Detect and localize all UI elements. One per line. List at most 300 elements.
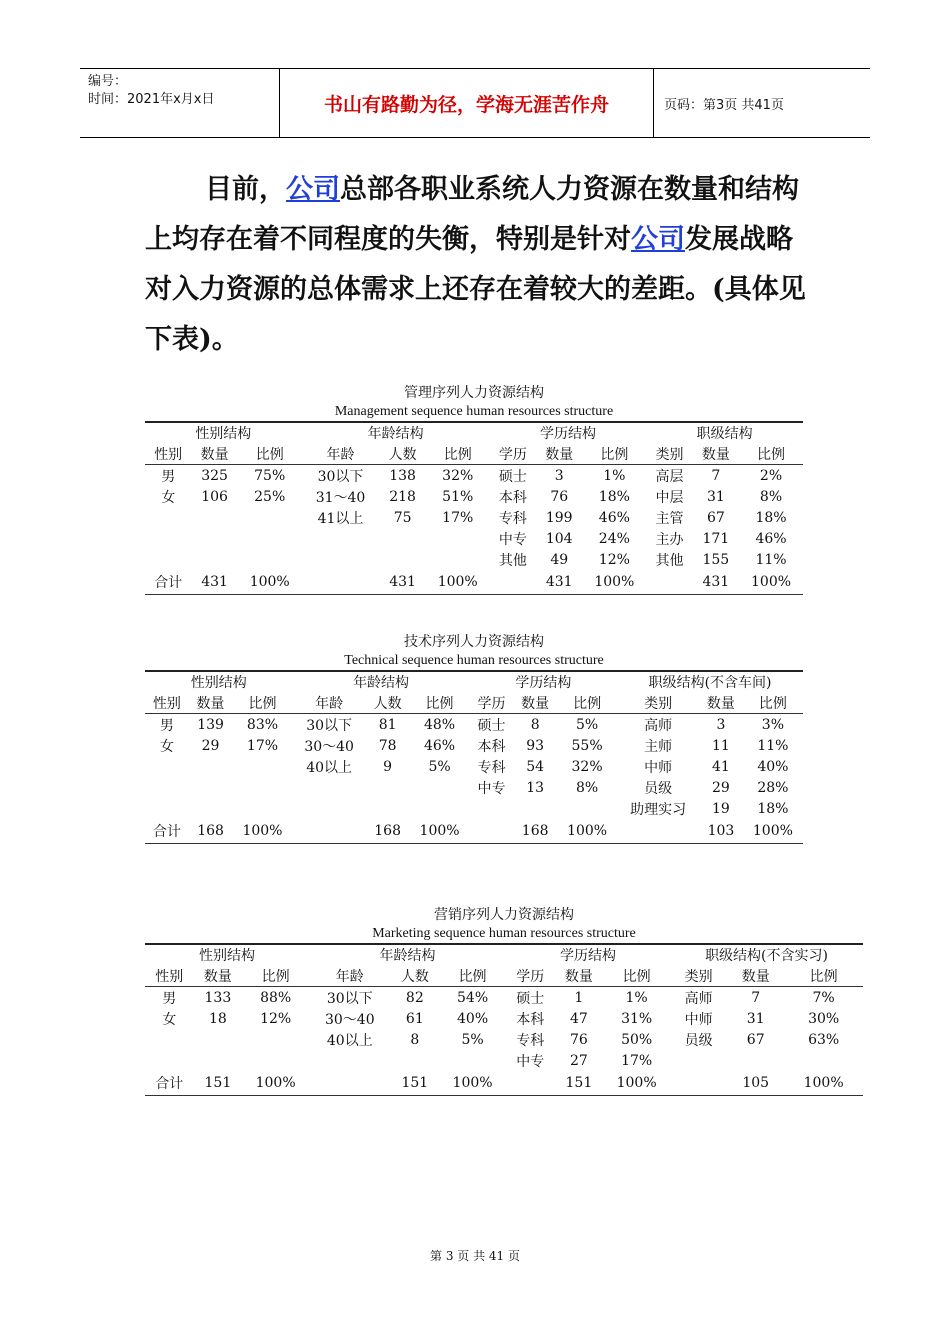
column-header: 性别 <box>145 443 191 465</box>
column-header: 学历 <box>506 965 555 987</box>
table-row <box>145 528 803 549</box>
table-cell: 75% <box>254 467 286 484</box>
column-header: 人数 <box>366 692 410 714</box>
table-cell: 中专 <box>477 780 506 797</box>
table-cell: 中师 <box>644 759 673 776</box>
total-cell: 合计 <box>154 575 183 591</box>
table-cell: 5% <box>575 716 599 733</box>
total-cell: 100% <box>452 1075 493 1091</box>
company-link-2[interactable]: 公司 <box>631 224 685 255</box>
table-cell <box>145 1050 194 1071</box>
table-cell <box>189 798 233 819</box>
table-subtitle: Management sequence human resources structure <box>334 404 614 419</box>
table-cell: 11% <box>755 551 787 568</box>
table-row <box>145 465 803 487</box>
table-cell <box>727 1050 784 1071</box>
table-cell: 3 <box>716 716 726 733</box>
total-cell: 105 <box>742 1075 770 1091</box>
table-cell: 8 <box>410 1031 420 1048</box>
total-cell: 431 <box>545 574 573 590</box>
group-header: 年龄结构 <box>379 948 436 964</box>
column-header: 数量 <box>191 443 237 465</box>
group-header: 学历结构 <box>515 675 572 691</box>
table-cell <box>409 777 469 798</box>
table-bottom-rule <box>145 594 803 595</box>
total-cell: 100% <box>255 1075 296 1091</box>
table-cell <box>145 528 191 549</box>
table-cell: 其他 <box>655 552 684 569</box>
table-cell: 3 <box>554 467 564 484</box>
table-cell: 31～40 <box>315 489 366 506</box>
total-cell: 151 <box>565 1075 593 1091</box>
table-cell: 106 <box>201 488 228 505</box>
total-cell: 151 <box>204 1075 232 1091</box>
table-cell <box>238 507 302 528</box>
table-cell: 男 <box>161 468 176 485</box>
total-cell: 100% <box>419 823 460 839</box>
column-header-row <box>145 443 803 465</box>
column-header: 类别 <box>646 443 692 465</box>
table-cell <box>784 1050 863 1071</box>
table-cell: 硕士 <box>477 717 506 734</box>
table-cell: 50% <box>621 1031 653 1048</box>
table-cell: 中师 <box>684 1011 713 1028</box>
total-cell: 100% <box>751 574 792 590</box>
total-cell: 100% <box>803 1075 844 1091</box>
total-cell <box>309 1071 390 1095</box>
total-cell: 168 <box>197 823 224 839</box>
table-cell: 18% <box>598 488 630 505</box>
table-cell: 主师 <box>644 738 673 755</box>
column-header-row <box>145 965 863 987</box>
table-cell: 199 <box>545 509 573 526</box>
table-cell: 75 <box>393 509 412 526</box>
table-cell: 88% <box>260 989 292 1006</box>
group-header: 学历结构 <box>560 948 617 964</box>
table-cell: 48% <box>423 716 456 733</box>
table-cell: 82 <box>405 989 424 1006</box>
table-row <box>145 756 803 777</box>
table-cell: 47 <box>569 1010 588 1027</box>
column-header: 年龄 <box>293 692 366 714</box>
table-cell: 5% <box>461 1031 484 1048</box>
table-cell: 11 <box>712 737 730 754</box>
table-row <box>145 549 803 570</box>
table-cell: 93 <box>526 737 545 754</box>
table-cell <box>232 756 292 777</box>
column-header: 学历 <box>490 443 536 465</box>
group-header: 职级结构(不含车间) <box>648 675 772 691</box>
table-cell <box>439 1050 506 1071</box>
table-cell: 本科 <box>477 738 506 755</box>
column-header: 比例 <box>426 443 490 465</box>
table-cell <box>391 1050 440 1071</box>
total-cell <box>617 819 699 843</box>
group-header: 性别结构 <box>199 948 256 964</box>
group-header: 年龄结构 <box>367 426 424 442</box>
column-header: 人数 <box>379 443 425 465</box>
table-cell: 67 <box>706 509 725 526</box>
table-cell: 17% <box>442 509 474 526</box>
total-row <box>145 570 803 594</box>
table-row <box>145 486 803 507</box>
table-cell: 40% <box>457 1010 489 1027</box>
table-cell: 40以上 <box>306 759 353 776</box>
table-cell: 29 <box>712 779 730 796</box>
table-cell <box>379 528 425 549</box>
table-cell: 325 <box>201 467 228 484</box>
table-cell: 8% <box>575 779 599 796</box>
table-cell: 其他 <box>498 552 527 569</box>
table-cell: 2% <box>759 467 783 484</box>
table-cell <box>409 798 469 819</box>
table-cell <box>366 798 410 819</box>
data-grid <box>145 423 803 594</box>
table-cell <box>145 1029 194 1050</box>
column-header: 性别 <box>145 965 194 987</box>
management-table <box>145 383 803 595</box>
table-cell: 硕士 <box>516 990 545 1007</box>
data-grid <box>145 945 863 1095</box>
table-cell: 3% <box>761 716 784 733</box>
column-header: 比例 <box>582 443 646 465</box>
table-cell: 61 <box>405 1010 424 1027</box>
table-cell: 7% <box>812 989 835 1006</box>
table-cell: 133 <box>204 989 232 1006</box>
total-cell: 100% <box>437 574 478 590</box>
column-header: 比例 <box>409 692 469 714</box>
table-cell: 104 <box>545 530 573 547</box>
table-cell: 81 <box>378 716 397 733</box>
total-cell: 100% <box>567 823 608 839</box>
table-cell: 18% <box>757 800 789 817</box>
table-cell <box>191 507 237 528</box>
table-cell: 32% <box>571 758 603 775</box>
table-cell <box>309 1050 390 1071</box>
table-cell: 女 <box>162 1011 177 1028</box>
table-cell <box>426 528 490 549</box>
table-cell: 5% <box>428 758 451 775</box>
column-header: 学历 <box>470 692 514 714</box>
column-header-row <box>145 692 803 714</box>
table-bottom-rule <box>145 1095 863 1096</box>
table-cell <box>557 798 617 819</box>
table-cell: 1 <box>574 989 584 1006</box>
table-cell: 专科 <box>516 1032 545 1049</box>
table-cell <box>293 798 366 819</box>
table-bottom-rule <box>145 843 803 844</box>
table-cell: 138 <box>389 467 416 484</box>
time-label: 时间：2021年x月x日 <box>88 92 215 107</box>
table-cell: 49 <box>550 551 569 568</box>
column-header: 类别 <box>670 965 727 987</box>
table-row <box>145 735 803 756</box>
table-cell: 27 <box>569 1052 588 1069</box>
total-cell: 合计 <box>152 824 181 840</box>
total-cell: 168 <box>521 823 549 839</box>
group-header-row <box>145 672 803 692</box>
intro-paragraph <box>145 165 815 365</box>
table-cell: 46% <box>598 509 630 526</box>
table-row <box>145 507 803 528</box>
para-text-1: 目前， <box>205 174 286 205</box>
table-cell: 8% <box>759 488 783 505</box>
table-cell: 24% <box>598 530 630 547</box>
table-cell: 男 <box>162 990 177 1007</box>
table-cell: 8 <box>530 716 540 733</box>
page-header <box>80 68 870 138</box>
table-cell: 76 <box>569 1031 588 1048</box>
table-cell: 30% <box>808 1010 840 1027</box>
column-header: 比例 <box>439 965 506 987</box>
table-cell <box>145 507 191 528</box>
group-header: 性别结构 <box>195 426 252 442</box>
table-cell: 1% <box>625 989 648 1006</box>
technical-table <box>145 632 803 844</box>
total-cell: 168 <box>374 823 401 839</box>
table-cell: 40以上 <box>326 1032 373 1049</box>
table-cell <box>194 1050 243 1071</box>
table-cell <box>232 798 292 819</box>
table-cell: 171 <box>702 530 730 547</box>
total-cell: 431 <box>702 574 730 590</box>
table-cell <box>426 549 490 570</box>
table-cell: 30以下 <box>326 990 373 1007</box>
para-text-2: 总部各职业系统人力资源在数量和结构上均存在着不同程度的失衡，特别是针对 <box>145 174 799 255</box>
table-cell: 员级 <box>644 780 673 797</box>
header-motto: 书山有路勤为径，学海无涯苦作舟 <box>280 69 654 137</box>
table-title: 管理序列人力资源结构 <box>404 385 544 401</box>
table-cell: 30以下 <box>317 468 364 485</box>
table-cell: 31 <box>706 488 725 505</box>
column-header: 数量 <box>189 692 233 714</box>
table-cell <box>145 798 189 819</box>
table-cell: 高师 <box>684 990 713 1007</box>
table-cell: 7 <box>751 989 761 1006</box>
para-text-3: 发展战略对入力资源的总体需求上还存在着较大的差距。(具体见下表)。 <box>145 224 806 355</box>
total-cell: 431 <box>389 574 416 590</box>
table-cell: 67 <box>746 1031 765 1048</box>
table-cell <box>189 756 233 777</box>
table-cell: 13 <box>526 779 545 796</box>
table-cell: 76 <box>550 488 569 505</box>
column-header: 人数 <box>391 965 440 987</box>
table-cell: 18% <box>755 509 787 526</box>
table-cell: 51% <box>442 488 474 505</box>
table-cell: 46% <box>755 530 787 547</box>
column-header: 数量 <box>693 443 739 465</box>
total-cell <box>470 819 514 843</box>
table-cell <box>145 777 189 798</box>
table-cell: 41以上 <box>317 510 364 527</box>
table-cell <box>145 756 189 777</box>
header-page-info: 页码：第3页 共41页 <box>664 97 784 113</box>
column-header: 数量 <box>194 965 243 987</box>
table-cell <box>302 528 380 549</box>
table-cell: 1% <box>603 467 626 484</box>
total-cell: 100% <box>752 823 793 839</box>
total-row <box>145 819 803 843</box>
table-cell: 30～40 <box>324 1011 375 1028</box>
group-header: 性别结构 <box>190 675 247 691</box>
table-row <box>145 714 803 736</box>
column-header: 数量 <box>513 692 557 714</box>
table-cell: 17% <box>621 1052 653 1069</box>
total-cell <box>646 570 692 594</box>
table-cell: 12% <box>260 1010 292 1027</box>
page-footer: 第 3 页 共 41 页 <box>430 1249 520 1263</box>
table-cell: 专科 <box>498 510 527 527</box>
column-header: 类别 <box>617 692 699 714</box>
table-cell <box>470 798 514 819</box>
table-cell <box>242 1050 309 1071</box>
group-header-row <box>145 945 863 965</box>
table-cell: 78 <box>378 737 397 754</box>
column-header: 数量 <box>727 965 784 987</box>
group-header: 年龄结构 <box>353 675 410 691</box>
column-header: 比例 <box>743 692 803 714</box>
total-cell: 100% <box>242 823 283 839</box>
table-cell: 女 <box>159 738 174 755</box>
column-header: 年龄 <box>309 965 390 987</box>
table-cell: 30～40 <box>304 738 354 755</box>
column-header: 比例 <box>242 965 309 987</box>
table-cell: 32% <box>442 467 474 484</box>
table-cell: 29 <box>201 737 220 754</box>
table-row <box>145 1008 863 1029</box>
column-header: 数量 <box>699 692 743 714</box>
table-cell: 40% <box>757 758 789 775</box>
column-header: 数量 <box>536 443 582 465</box>
column-header: 比例 <box>238 443 302 465</box>
total-cell <box>506 1071 555 1095</box>
table-cell: 55% <box>571 737 603 754</box>
table-cell: 高层 <box>655 468 684 485</box>
table-cell: 主管 <box>655 510 684 527</box>
group-header: 学历结构 <box>539 426 596 442</box>
column-header: 数量 <box>555 965 604 987</box>
column-header: 性别 <box>145 692 189 714</box>
table-cell: 46% <box>423 737 456 754</box>
table-cell <box>189 777 233 798</box>
total-cell: 103 <box>707 823 735 839</box>
table-cell: 中层 <box>655 489 684 506</box>
table-cell: 女 <box>161 489 176 506</box>
table-cell: 63% <box>808 1031 840 1048</box>
group-header-row <box>145 423 803 443</box>
table-cell <box>379 549 425 570</box>
column-header: 比例 <box>739 443 803 465</box>
table-row <box>145 1050 863 1071</box>
table-row <box>145 777 803 798</box>
total-row <box>145 1071 863 1095</box>
table-subtitle: Technical sequence human resources structure <box>344 653 604 668</box>
data-grid <box>145 672 803 843</box>
table-cell <box>293 777 366 798</box>
total-cell: 100% <box>594 574 635 590</box>
column-header: 比例 <box>603 965 670 987</box>
table-cell: 中专 <box>498 531 527 548</box>
header-meta <box>80 69 280 137</box>
table-cell: 9 <box>383 758 393 775</box>
table-cell <box>232 777 292 798</box>
table-cell: 139 <box>197 716 224 733</box>
total-cell: 431 <box>201 574 228 590</box>
company-link-1[interactable]: 公司 <box>286 174 340 205</box>
table-cell: 31 <box>746 1010 765 1027</box>
column-header: 比例 <box>784 965 863 987</box>
group-header: 职级结构(不含实习) <box>705 948 828 964</box>
table-cell <box>191 549 237 570</box>
table-cell: 54% <box>457 989 489 1006</box>
table-cell: 高师 <box>644 717 673 734</box>
table-cell <box>238 549 302 570</box>
table-cell: 12% <box>598 551 630 568</box>
table-cell: 25% <box>254 488 286 505</box>
table-cell: 硕士 <box>498 468 527 485</box>
total-cell <box>302 570 380 594</box>
table-cell: 83% <box>246 716 279 733</box>
column-header: 比例 <box>232 692 292 714</box>
table-cell: 41 <box>712 758 730 775</box>
total-cell: 合计 <box>155 1076 184 1092</box>
number-label: 编号： <box>88 74 128 89</box>
table-cell <box>513 798 557 819</box>
column-header: 比例 <box>557 692 617 714</box>
group-header: 职级结构 <box>696 426 753 442</box>
table-row <box>145 798 803 819</box>
table-cell: 助理实习 <box>630 801 687 818</box>
table-cell: 本科 <box>516 1011 545 1028</box>
table-cell: 28% <box>757 779 789 796</box>
table-cell: 7 <box>711 467 721 484</box>
table-cell <box>670 1050 727 1071</box>
marketing-table <box>145 905 863 1096</box>
table-title: 技术序列人力资源结构 <box>404 634 544 650</box>
table-cell <box>238 528 302 549</box>
table-cell: 19 <box>712 800 730 817</box>
table-cell <box>191 528 237 549</box>
column-header: 年龄 <box>302 443 380 465</box>
table-cell <box>242 1029 309 1050</box>
table-subtitle: Marketing sequence human resources structure <box>372 926 636 941</box>
table-cell: 主办 <box>655 531 684 548</box>
table-cell: 中专 <box>516 1053 545 1070</box>
table-cell: 本科 <box>498 489 527 506</box>
table-cell <box>194 1029 243 1050</box>
table-cell: 18 <box>208 1010 227 1027</box>
table-cell: 31% <box>621 1010 653 1027</box>
table-row <box>145 987 863 1009</box>
table-cell: 30以下 <box>306 717 353 734</box>
table-cell: 218 <box>389 488 416 505</box>
table-cell: 专科 <box>477 759 506 776</box>
total-cell <box>670 1071 727 1095</box>
total-cell: 100% <box>249 574 290 590</box>
table-cell <box>145 549 191 570</box>
total-cell <box>490 570 536 594</box>
total-cell <box>293 819 366 843</box>
total-cell: 151 <box>401 1075 429 1091</box>
table-cell: 155 <box>702 551 730 568</box>
table-cell: 员级 <box>684 1032 713 1049</box>
table-cell: 男 <box>159 717 174 734</box>
total-cell: 100% <box>616 1075 657 1091</box>
table-cell: 54 <box>526 758 545 775</box>
table-title: 营销序列人力资源结构 <box>434 907 574 923</box>
table-cell <box>366 777 410 798</box>
table-cell <box>302 549 380 570</box>
